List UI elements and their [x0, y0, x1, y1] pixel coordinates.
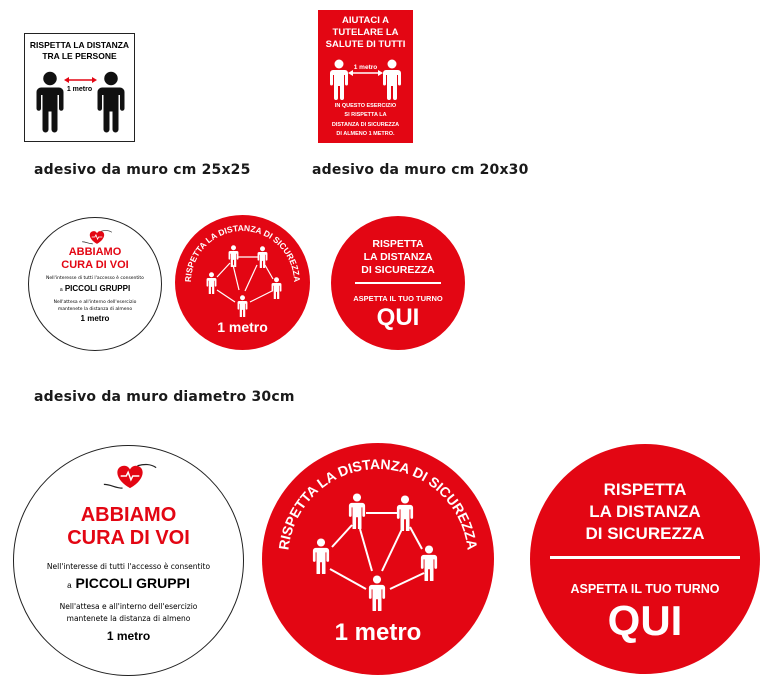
sticker-square-distance: 1 metro: [66, 86, 93, 93]
circle-care-large-title2: CURA DI VOI: [67, 527, 190, 549]
circle-turn-large: [530, 444, 760, 674]
svg-text:RISPETTA LA DISTANZA DI SICURE: [183, 223, 302, 282]
heart-hands-icon: [102, 460, 158, 492]
circle-distance-small-arc: RISPETTA LA DISTANZA DI SICUREZZA: [182, 222, 303, 283]
distance-illustration: [33, 65, 128, 139]
circle-distance-small-label: 1 metro: [217, 319, 268, 335]
circle-care-small: [28, 217, 162, 351]
circle-turn-small: [331, 216, 465, 350]
circle-turn-large-title2: LA DISTANZA: [589, 502, 701, 521]
circle-turn-small-here: QUI: [376, 304, 420, 331]
sticker-rect-note2: SI RISPETTA LA: [344, 112, 387, 118]
sticker-rect-note1: IN QUESTO ESERCIZIO: [334, 103, 397, 109]
circle-distance-large-label: 1 metro: [334, 619, 422, 646]
circle-distance-large: [262, 443, 494, 675]
sticker-rect-title2: TUTELARE LA: [332, 27, 399, 38]
circle-care-large-line4: mantenete la distanza di almeno: [66, 614, 191, 623]
circle-care-small-line1: Nell'interesse di tutti l'accesso è consentito: [46, 276, 144, 281]
circle-turn-large-title3: DI SICUREZZA: [585, 524, 705, 543]
circle-care-large-title1: ABBIAMO: [80, 504, 177, 526]
circle-care-small-line3: Nell'attesa e all'interno dell'esercizio: [53, 300, 137, 305]
sticker-rect-note4: DI ALMENO 1 METRO.: [336, 131, 395, 137]
distance-illustration: [327, 56, 404, 102]
circle-distance-large-arc: RISPETTA LA DISTANZA DI SICUREZZA: [275, 455, 481, 551]
sticker-square-line1: RISPETTA LA DISTANZA: [29, 40, 130, 50]
circle-care-large-line3: Nell'attesa e all'interno dell'esercizio: [59, 602, 198, 611]
circle-care-large-line2: a PICCOLI GRUPPI: [67, 575, 190, 591]
circle-distance-small: [175, 215, 310, 350]
circle-care-large: [13, 445, 244, 676]
heart-hands-icon: [81, 228, 113, 246]
circle-turn-large-here: QUI: [607, 597, 683, 644]
circle-turn-small-title2: LA DISTANZA: [363, 251, 433, 263]
circle-care-small-line4: mantenete la distanza di almeno: [57, 307, 133, 312]
circle-care-small-title1: ABBIAMO: [68, 246, 122, 258]
caption-rect: adesivo da muro cm 20x30: [312, 162, 529, 178]
circle-turn-small-wait: ASPETTA IL TUO TURNO: [353, 294, 443, 303]
circle-care-small-line5: 1 metro: [80, 314, 110, 323]
sticker-square: [24, 33, 135, 142]
circle-turn-small-title1: RISPETTA: [372, 238, 424, 250]
caption-round: adesivo da muro diametro 30cm: [34, 389, 295, 405]
sticker-rect-distance: 1 metro: [353, 64, 378, 71]
circle-care-small-title2: CURA DI VOI: [61, 259, 129, 271]
sticker-rect: [318, 10, 413, 143]
sticker-rect-title1: AIUTACI A: [342, 15, 389, 26]
caption-square: adesivo da muro cm 25x25: [34, 162, 251, 178]
divider: [550, 556, 740, 559]
circle-turn-large-title1: RISPETTA: [603, 480, 687, 499]
svg-text:RISPETTA LA DISTANZA DI SICURE: [275, 456, 480, 551]
sticker-square-line2: TRA LE PERSONE: [42, 51, 117, 61]
circle-turn-large-wait: ASPETTA IL TUO TURNO: [570, 582, 720, 596]
circle-care-small-line2: a PICCOLI GRUPPI: [59, 284, 131, 293]
circle-turn-small-title3: DI SICUREZZA: [361, 264, 435, 276]
sticker-rect-title3: SALUTE DI TUTTI: [325, 39, 406, 50]
circle-care-large-line5: 1 metro: [106, 629, 151, 643]
circle-care-large-line1: Nell'interesse di tutti l'accesso è consentito: [46, 562, 211, 571]
divider: [355, 282, 441, 284]
sticker-rect-note3: DISTANZA DI SICUREZZA: [331, 122, 400, 128]
